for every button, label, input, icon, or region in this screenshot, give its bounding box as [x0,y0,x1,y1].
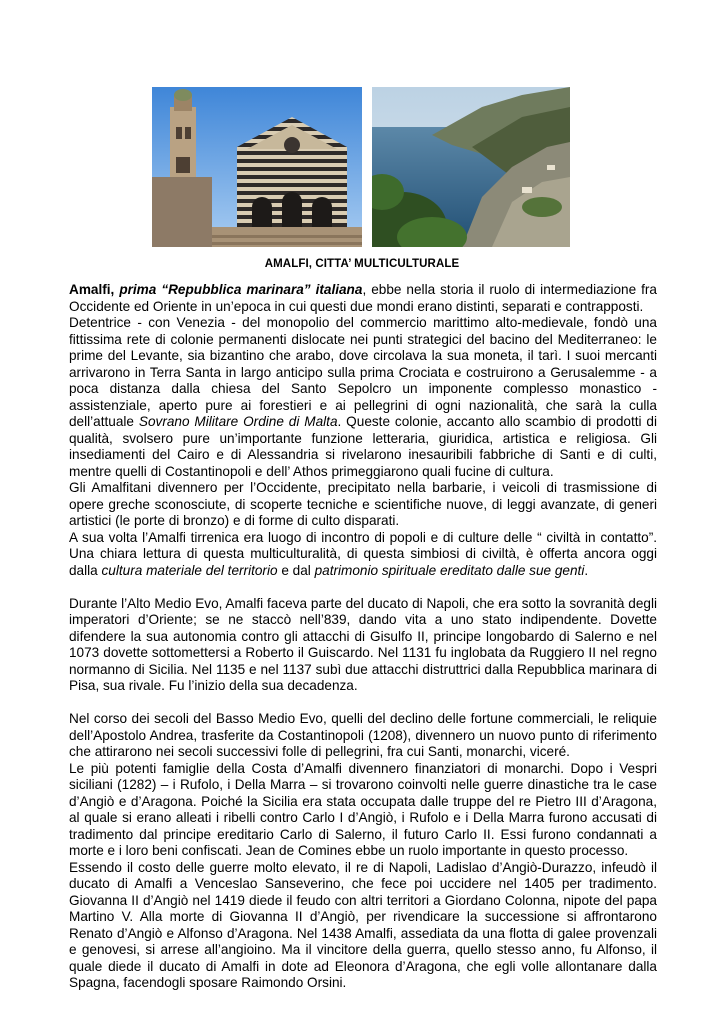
photo-strip [152,87,570,247]
cathedral-photo [152,87,362,247]
spacer [69,579,657,596]
connector-text: e dal [277,562,315,578]
paragraph-alto-medio-evo: Durante l’Alto Medio Evo, Amalfi faceva parte del ducato di Napoli, che era sotto la sovranità degli imperatori d’Oriente; se ne staccò nell’839, dando vita a uno stato indipendente. Dovette difendere la sua autonomia contro gli attacchi di Gisulfo II, principe longobardo di Salerno e nel 1073 dovette sottomettersi a Roberto il Guiscardo. Nel 1131 fu inglobata da Ruggiero II nel regno normanno di Sicilia. Nel 1135 e nel 1137 subì due attacchi distruttrici dalla Repubblica marinara di Pisa, sua rivale. Fu l’inizio della sua decadenza. [69,595,657,693]
paragraph-wars: Essendo il costo delle guerre molto elevato, il re di Napoli, Ladislao d’Angiò-Durazzo, infeudò il ducato di Amalfi a Venceslao Sanseverino, che fece poi uccidere nel 1405 per tradimento. Giovanna II d’Angiò nel 1419 diede il feudo con altri territori a Giordano Colonna, nipote del papa Martino V. Alla morte di Giovanna II d’Angiò, per rivendicare la successione si affrontarono Renato d’Angiò e Alfonso d’Aragona. Nel 1438 Amalfi, assediata da una flotta di galee provenzali e genovesi, si arrese all’angioino. Ma il vincitore della guerra, quello stesso anno, fu Alfonso, il quale diede il ducato di Amalfi in dote ad Eleonora d’Aragona, che egli volle allontanare dalla Spagna, facendogli sposare Raimondo Orsini. [69,859,657,990]
spiritual-heritage-italic: patrimonio spirituale ereditato dalle sue genti [314,562,585,578]
lead-bold: Amalfi, [69,282,120,297]
paragraph-multicultural [69,530,657,580]
colonies-text: . Queste colonie, accanto allo scambio di prodotti di qualità, svolsero pure un’importante funzione letteraria, giuridica, artistica e religiosa. Gli insediamenti del Cairo e di Alessandria si rivelarono inesauribili fabbriche di Santi e di culti, mentre quelli di Costantinopoli e dell’ Athos primeggiarono quali fucine di cultura. [69,414,657,479]
paragraph-intro [69,282,657,315]
paragraph-detentrice [69,315,657,480]
detentrice-text: Detentrice - con Venezia - del monopolio del commercio marittimo alto-medievale, fondò una fittissima rete di colonie permanenti dislocate nei punti strategici del bacino del Mediterraneo: le prime del Levante, sia bizantino che arabo, dove circolava la sua moneta, il tarì. I suoi mercanti arrivarono in Terra Santa in largo anticipo sulla prima Crociata e costruirono a Gerusalemme - a poca distanza dalla chiesa del Santo Sepolcro un imponente complesso monastico -assistenziale, aperto pure ai forestieri e ai pellegrini di ogni nazionalità, che sarà la culla dell’attuale [69,315,657,429]
paragraph-families: Le più potenti famiglie della Costa d’Amalfi divennero finanziatori di monarchi. Dopo i Vespri siciliani (1282) – i Rufolo, i Della Marra – si trovarono coinvolti nelle guerre dinastiche tra le case d’Angiò e d’Aragona. Poiché la Sicilia era stata occupata dalle truppe del re Pietro III d’Aragona, al quale si erano alleati i ribelli contro Carlo I d’Angiò, i Rufolo e i Della Marra furono accusati di tradimento dal principe ereditario Carlo di Salerno, il futuro Carlo II. Essi furono condannati a morte e i loro beni confiscati. Jean de Comines ebbe un ruolo importante in questo processo. [69,760,657,858]
spacer [69,695,657,712]
paragraph-amalfitani: Gli Amalfitani divennero per l’Occidente, precipitato nella barbarie, i veicoli di trasmissione di opere greche sconosciute, di scoperte tecniche e scientifiche nuove, di leggi avanzate, di generi artistici (le porte di bronzo) e di forme di culto disparati. [69,480,657,528]
multicultural-text: A sua volta l’Amalfi tirrenica era luogo di incontro di popoli e di culture delle “ civiltà in contatto”. Una chiara lettura di questa multiculturalità, di questa simbiosi di civiltà, è offerta ancora oggi dalla [69,529,657,578]
paragraph-basso-medio-evo: Nel corso dei secoli del Basso Medio Evo, quelli del declino delle fortune commerciali, le reliquie dell’Apostolo Andrea, trasferite da Costantinopoli (1208), divennero un nuovo punto di riferimento che attirarono nei secoli successivi folle di pellegrini, fra cui Santi, monarchi, viceré. [69,711,657,759]
document-title: AMALFI, CITTA’ MULTICULTURALE [264,258,460,270]
material-culture-italic: cultura materiale del territorio [101,562,278,578]
article-body [69,282,657,992]
cathedral-image [152,87,362,247]
lead-bold-italic: prima “Repubblica marinara” italiana [119,282,363,297]
period-text: . [584,562,589,578]
coast-image [372,87,570,247]
intro-text: , ebbe nella storia il ruolo di intermediazione fra Occidente ed Oriente in un’epoca in cui questi due mondi erano distinti, separati e contrapposti. [69,282,657,314]
coast-photo [372,87,570,247]
order-of-malta-italic: Sovrano Militare Ordine di Malta [138,414,338,429]
